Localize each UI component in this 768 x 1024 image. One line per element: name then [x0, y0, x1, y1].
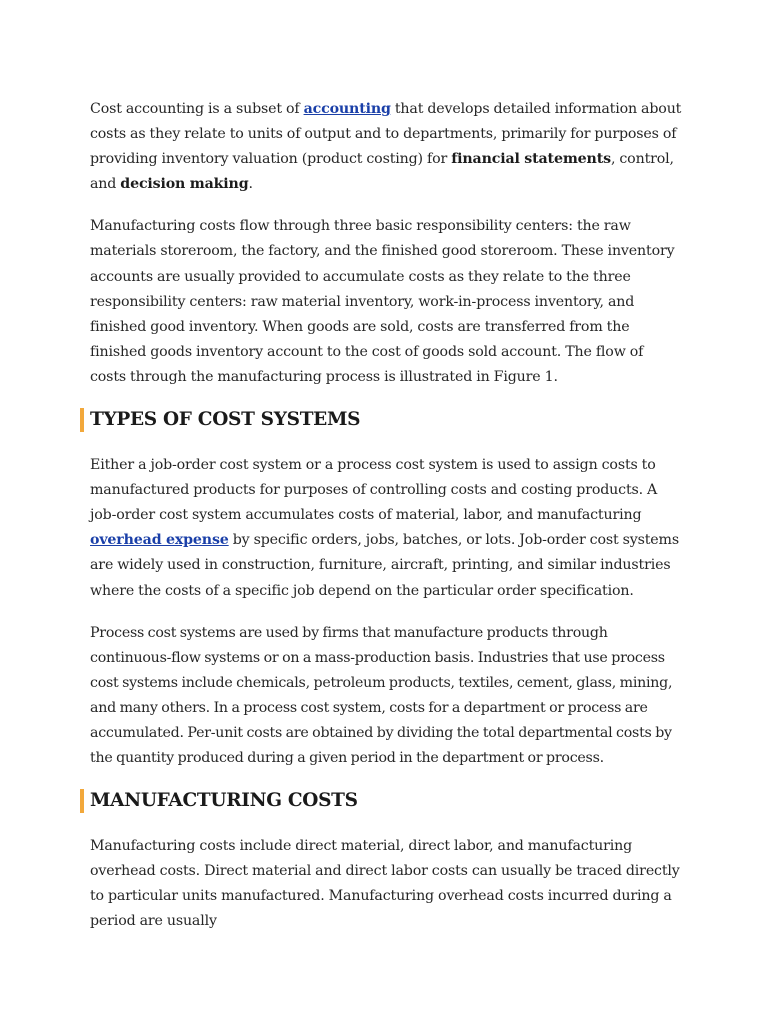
section-heading-types-of-cost-systems: TYPES OF COST SYSTEMS — [80, 407, 682, 433]
job-order-text-1: Either a job-order cost system or a process cost system is used to assign costs to manufactured products for purposes of controlling costs and costing products. A job-order cost system accumulates costs of material, labor, and manufacturing — [90, 457, 658, 524]
process-cost-paragraph: Process cost systems are used by firms that manufacture products through continuous-flow systems or on a mass-production basis. Industries that use process cost systems include chemicals, petroleum products, textiles, cement, glass, mining, and many others. In a process cost system, costs for a department or process are accumulated. Per-unit costs are obtained by dividing the total departmental costs by the quantity produced during a given period in the department or process. — [90, 624, 673, 767]
intro-text-3: , control, and — [90, 151, 674, 193]
job-order-text-2: by specific orders, jobs, batches, or lots. Job-order cost systems are widely used in construction, furniture, aircraft, printing, and similar industries where the costs of a specific job depend on the particular order specification. — [90, 532, 679, 599]
financial-statements-term: financial statements — [451, 151, 611, 168]
intro-text-2: that develops detailed information about costs as they relate to units of output and to departments, primarily for purposes of providing inventory valuation (product costing) for — [90, 101, 682, 168]
accounting-link[interactable]: accounting — [303, 101, 391, 117]
intro-text-1: Cost accounting is a subset of — [90, 101, 304, 117]
job-order-paragraph — [90, 453, 682, 604]
cost-flow-paragraph: Manufacturing costs flow through three basic responsibility centers: the raw materials storeroom, the factory, and the finished good storeroom. These inventory accounts are usually provided to accumulate costs as they relate to the three responsibility centers: raw material inventory, work-in-process inventory, and finished good inventory. When goods are sold, costs are transferred from the finished goods inventory account to the cost of goods sold account. The flow of costs through the manufacturing process is illustrated in Figure 1. — [90, 218, 675, 385]
overhead-expense-link[interactable]: overhead expense — [90, 532, 229, 549]
intro-text-4: . — [248, 176, 253, 193]
document-body — [90, 97, 682, 952]
manufacturing-costs-paragraph: Manufacturing costs include direct material, direct labor, and manufacturing overhead costs. Direct material and direct labor costs can usually be traced directly to particular units manufactured. Manufacturing overhead costs incurred during a period are usually — [90, 838, 680, 930]
decision-making-term: decision making — [120, 176, 249, 193]
section-heading-manufacturing-costs: MANUFACTURING COSTS — [80, 788, 682, 814]
intro-paragraph — [90, 97, 682, 197]
